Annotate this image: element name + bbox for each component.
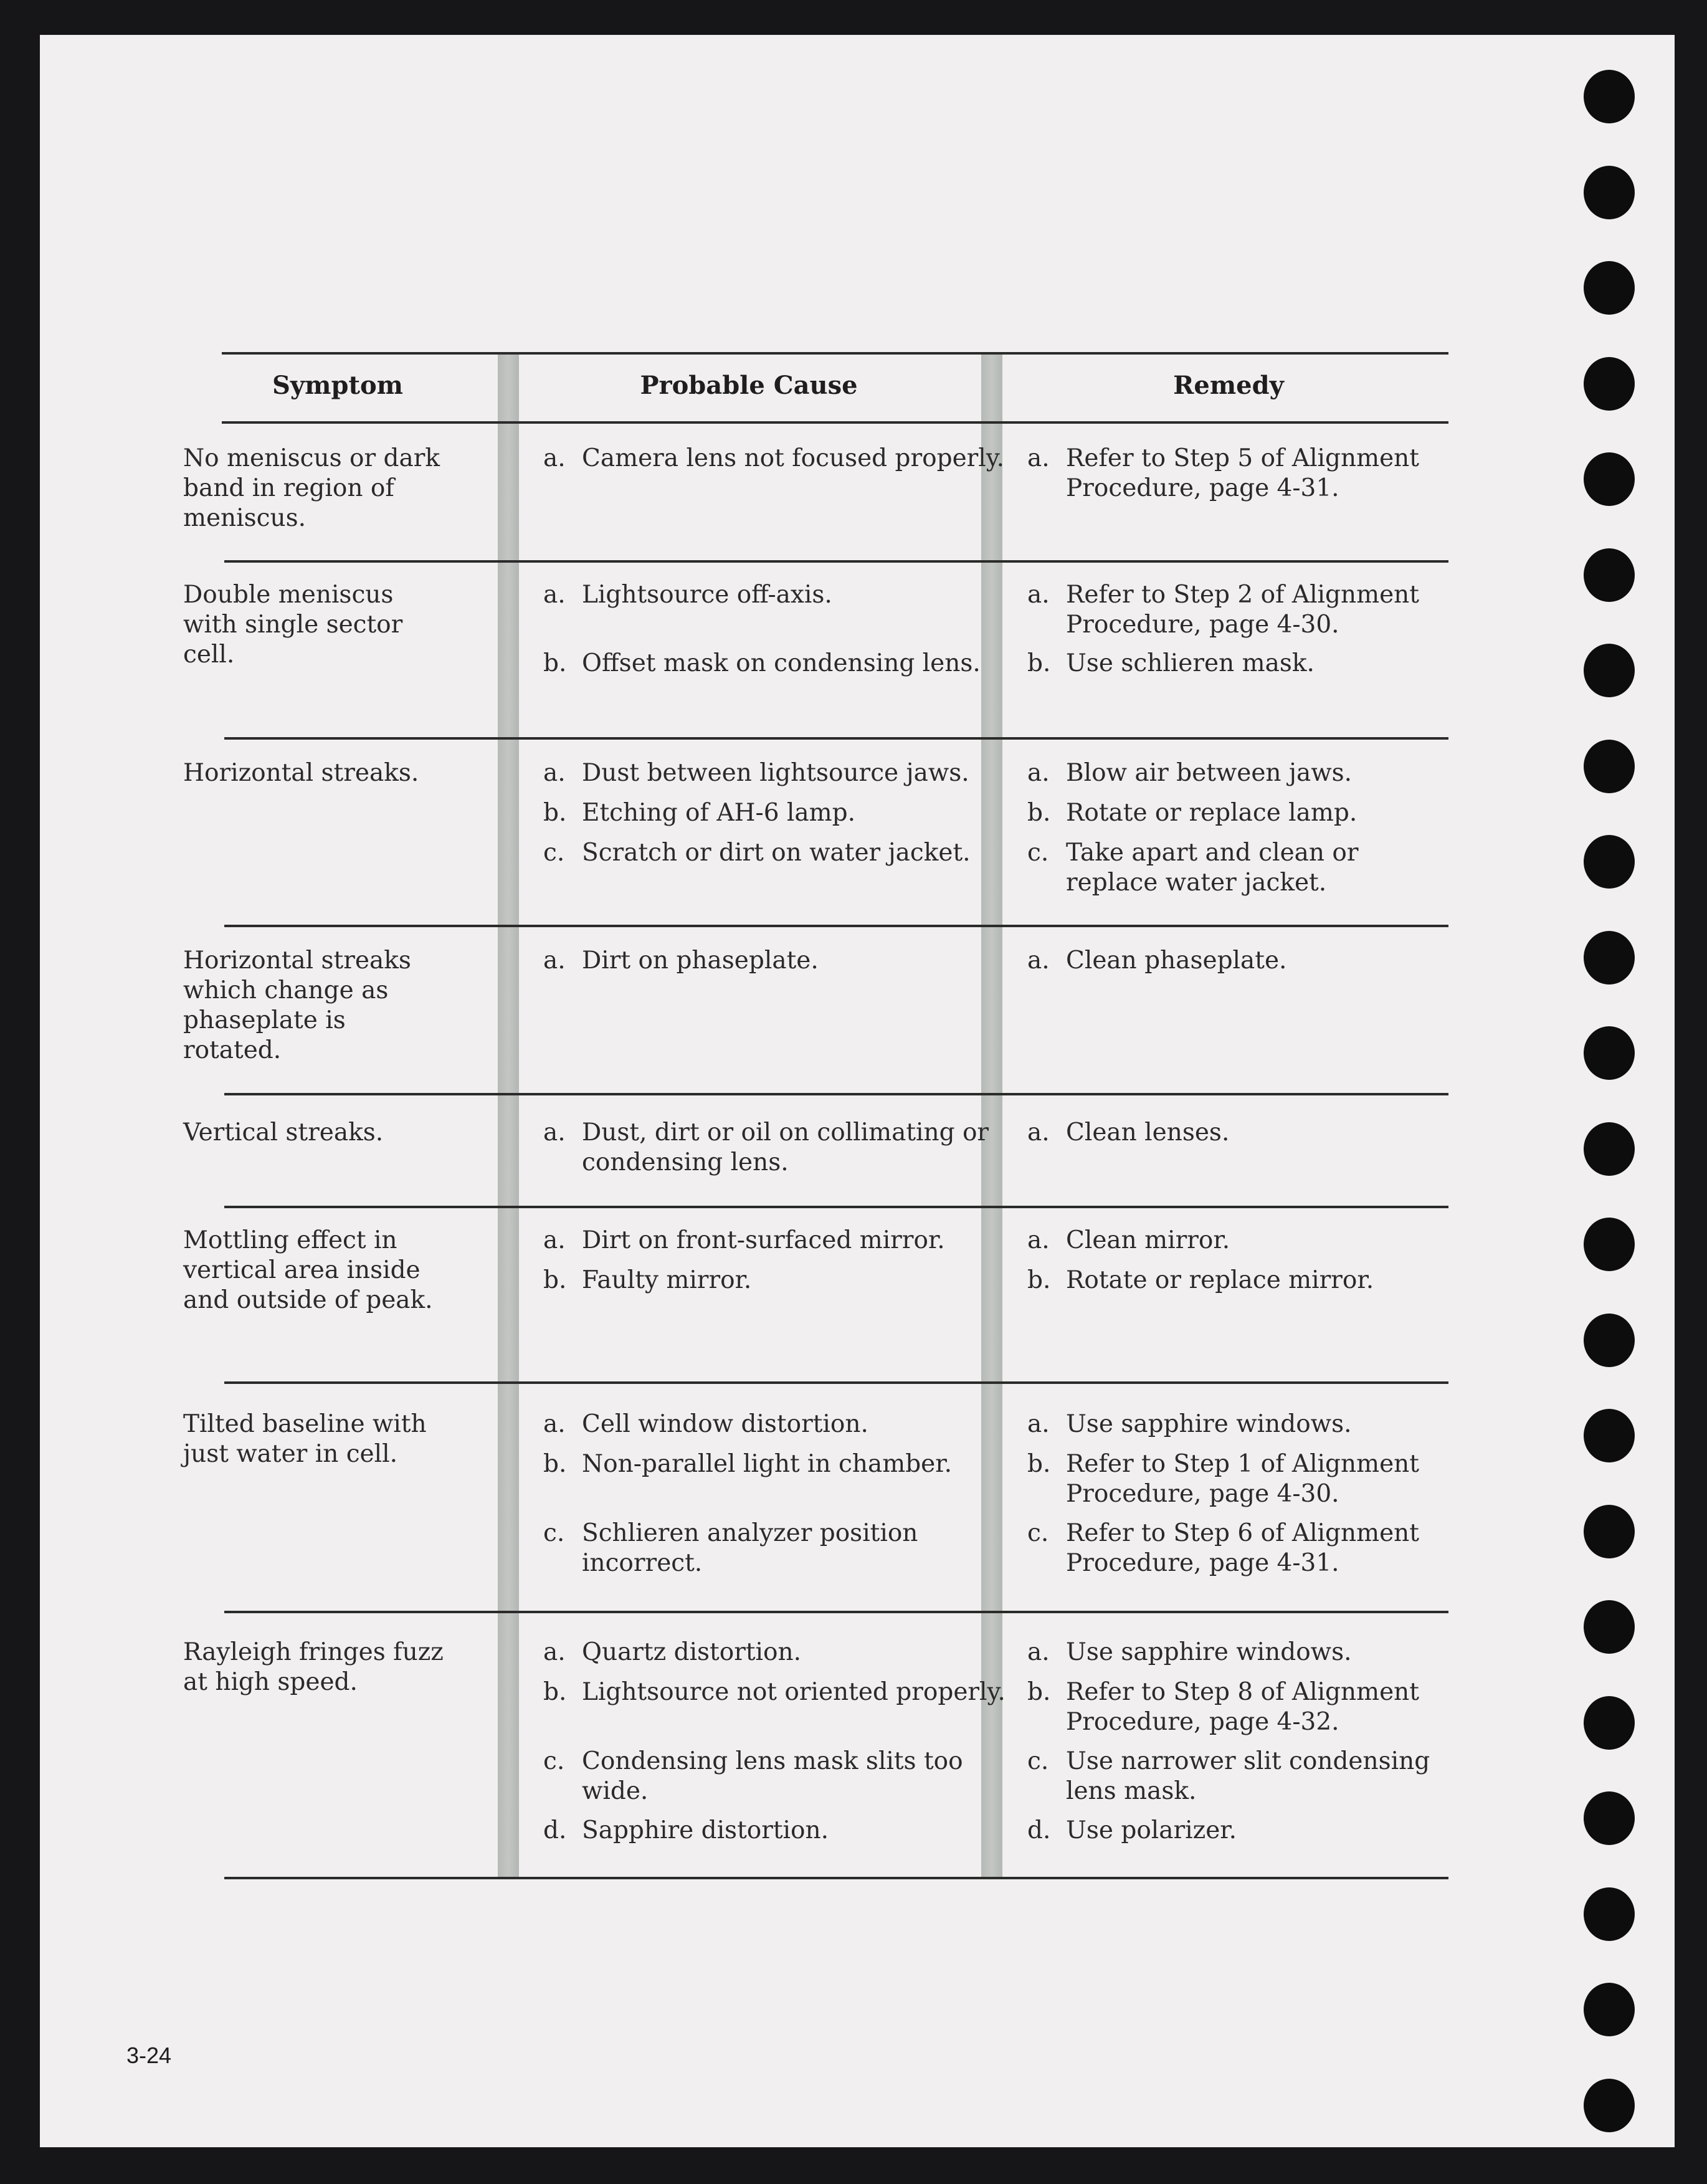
remedy-item: [1027, 649, 1451, 679]
remedy-item: [1027, 946, 1451, 976]
remedy-item: [1027, 758, 1451, 788]
item-text: Condensing lens mask slits too wide.: [582, 1747, 963, 1805]
remedy-item: [1027, 1638, 1451, 1667]
punch-hole: [1584, 2079, 1635, 2132]
item-text: Quartz distortion.: [582, 1638, 801, 1666]
punch-hole: [1584, 740, 1635, 793]
item-text: Non-parallel light in chamber.: [582, 1450, 952, 1478]
item-letter: d.: [1027, 1816, 1051, 1844]
item-text: Refer to Step 2 of Alignment Procedure, page 4-30.: [1066, 581, 1419, 639]
troubleshooting-table: [182, 352, 1448, 1879]
remedy-item: [1027, 1449, 1451, 1509]
item-letter: a.: [1027, 581, 1050, 609]
punch-hole: [1584, 1600, 1635, 1654]
page-number: 3-24: [126, 2043, 172, 2068]
remedy-item: [1027, 1409, 1451, 1439]
remedy-item: [1027, 1677, 1451, 1737]
punch-hole: [1584, 1218, 1635, 1271]
row-rule: [224, 1877, 1448, 1879]
cause-item: [543, 838, 1017, 868]
symptom-cell: Horizontal streaks.: [183, 759, 419, 787]
punch-hole: [1584, 1409, 1635, 1462]
item-text: Use sapphire windows.: [1066, 1638, 1352, 1666]
item-letter: a.: [1027, 1118, 1050, 1147]
item-letter: a.: [543, 947, 566, 975]
column-divider-shade: [498, 352, 519, 1879]
punch-hole: [1584, 1983, 1635, 2036]
item-letter: c.: [1027, 1519, 1049, 1547]
item-text: Clean phaseplate.: [1066, 947, 1287, 975]
item-text: Schlieren analyzer position incorrect.: [582, 1519, 918, 1577]
item-text: Refer to Step 5 of Alignment Procedure, page 4-31.: [1066, 444, 1419, 502]
item-letter: a.: [543, 581, 566, 609]
item-text: Faulty mirror.: [582, 1266, 752, 1294]
remedy-item: [1027, 1519, 1451, 1578]
item-text: Dust between lightsource jaws.: [582, 759, 969, 787]
item-letter: d.: [543, 1816, 567, 1844]
item-letter: c.: [543, 1747, 565, 1775]
remedy-item: [1027, 1226, 1451, 1256]
item-text: Refer to Step 8 of Alignment Procedure, page 4-32.: [1066, 1678, 1419, 1736]
item-text: Take apart and clean or replace water jacket.: [1066, 839, 1359, 897]
item-letter: c.: [1027, 839, 1049, 867]
item-text: Use narrower slit condensing lens mask.: [1066, 1747, 1430, 1805]
item-text: Clean mirror.: [1066, 1226, 1230, 1254]
punch-hole: [1584, 452, 1635, 506]
symptom-cell: Horizontal streaks which change as phaseplate is rotated.: [183, 947, 411, 1064]
item-letter: a.: [543, 1226, 566, 1254]
symptom-cell: No meniscus or dark band in region of meniscus.: [183, 444, 440, 532]
row-rule: [224, 1381, 1448, 1384]
punch-hole: [1584, 1887, 1635, 1941]
cause-item: [543, 1409, 1017, 1439]
item-text: Use sapphire windows.: [1066, 1410, 1352, 1438]
remedy-item: [1027, 838, 1451, 898]
item-text: Rotate or replace lamp.: [1066, 799, 1358, 827]
item-letter: b.: [1027, 1266, 1051, 1294]
item-letter: c.: [543, 839, 565, 867]
item-text: Lightsource off-axis.: [582, 581, 832, 609]
punch-hole: [1584, 1122, 1635, 1176]
item-text: Camera lens not focused properly.: [582, 444, 1005, 472]
cause-item: [543, 1519, 1017, 1578]
item-text: Refer to Step 1 of Alignment Procedure, page 4-30.: [1066, 1450, 1419, 1508]
item-text: Clean lenses.: [1066, 1118, 1230, 1147]
item-letter: a.: [1027, 444, 1050, 472]
cause-item: [543, 649, 1017, 679]
remedy-item: [1027, 1747, 1451, 1806]
cause-item: [543, 1226, 1017, 1256]
cause-item: [543, 946, 1017, 976]
item-letter: a.: [1027, 1410, 1050, 1438]
punch-hole: [1584, 548, 1635, 602]
item-letter: b.: [1027, 649, 1051, 677]
remedy-item: [1027, 1118, 1451, 1148]
item-text: Lightsource not oriented properly.: [582, 1678, 1006, 1706]
remedy-item: [1027, 1816, 1451, 1846]
row-rule: [224, 925, 1448, 927]
remedy-item: [1027, 580, 1451, 640]
cause-item: [543, 1816, 1017, 1846]
header-remedy: Remedy: [1173, 371, 1284, 400]
item-letter: a.: [543, 759, 566, 787]
item-text: Cell window distortion.: [582, 1410, 868, 1438]
cause-item: [543, 1449, 1017, 1479]
item-text: Dust, dirt or oil on collimating or condensing lens.: [582, 1118, 989, 1176]
row-rule: [224, 560, 1448, 563]
punch-hole: [1584, 835, 1635, 889]
item-text: Dirt on phaseplate.: [582, 947, 819, 975]
table-top-rule: [222, 352, 1448, 355]
item-letter: b.: [543, 1450, 567, 1478]
item-letter: b.: [543, 649, 567, 677]
item-letter: b.: [1027, 1450, 1051, 1478]
symptom-cell: Rayleigh fringes fuzz at high speed.: [183, 1638, 444, 1696]
cause-item: [543, 758, 1017, 788]
punch-hole: [1584, 261, 1635, 315]
remedy-item: [1027, 444, 1451, 503]
item-letter: a.: [543, 444, 566, 472]
punch-hole: [1584, 1791, 1635, 1845]
row-rule: [224, 1611, 1448, 1613]
row-rule: [224, 737, 1448, 740]
row-rule: [224, 1206, 1448, 1208]
item-letter: a.: [543, 1410, 566, 1438]
punch-hole: [1584, 644, 1635, 697]
symptom-cell: Mottling effect in vertical area inside and outside of peak.: [183, 1226, 433, 1314]
punch-hole: [1584, 931, 1635, 985]
punch-hole: [1584, 1505, 1635, 1558]
punch-hole: [1584, 357, 1635, 411]
row-rule: [224, 1093, 1448, 1095]
header-probable-cause: Probable Cause: [640, 371, 858, 400]
item-letter: a.: [1027, 759, 1050, 787]
item-letter: b.: [543, 1266, 567, 1294]
cause-item: [543, 444, 1017, 474]
item-text: Use polarizer.: [1066, 1816, 1237, 1844]
remedy-item: [1027, 798, 1451, 828]
cause-item: [543, 1118, 1017, 1178]
item-letter: b.: [1027, 799, 1051, 827]
binder-punch-holes: [1584, 70, 1637, 2126]
item-letter: a.: [1027, 1638, 1050, 1666]
item-letter: a.: [543, 1638, 566, 1666]
punch-hole: [1584, 1696, 1635, 1750]
header-symptom: Symptom: [272, 371, 403, 400]
item-text: Use schlieren mask.: [1066, 649, 1315, 677]
cause-item: [543, 1638, 1017, 1667]
header-bottom-rule: [222, 421, 1448, 424]
item-letter: b.: [1027, 1678, 1051, 1706]
item-text: Dirt on front-surfaced mirror.: [582, 1226, 945, 1254]
item-text: Blow air between jaws.: [1066, 759, 1353, 787]
item-letter: c.: [543, 1519, 565, 1547]
cause-item: [543, 1266, 1017, 1295]
symptom-cell: Double meniscus with single sector cell.: [183, 581, 403, 669]
cause-item: [543, 1747, 1017, 1806]
item-text: Rotate or replace mirror.: [1066, 1266, 1374, 1294]
item-letter: b.: [543, 1678, 567, 1706]
item-letter: b.: [543, 799, 567, 827]
item-text: Offset mask on condensing lens.: [582, 649, 981, 677]
item-letter: a.: [1027, 1226, 1050, 1254]
punch-hole: [1584, 1026, 1635, 1080]
item-letter: c.: [1027, 1747, 1049, 1775]
cause-item: [543, 580, 1017, 610]
item-text: Sapphire distortion.: [582, 1816, 829, 1844]
item-text: Etching of AH-6 lamp.: [582, 799, 855, 827]
punch-hole: [1584, 1314, 1635, 1367]
punch-hole: [1584, 166, 1635, 219]
cause-item: [543, 798, 1017, 828]
symptom-cell: Vertical streaks.: [183, 1118, 384, 1147]
item-text: Refer to Step 6 of Alignment Procedure, page 4-31.: [1066, 1519, 1419, 1577]
cause-item: [543, 1677, 1017, 1707]
remedy-item: [1027, 1266, 1451, 1295]
punch-hole: [1584, 70, 1635, 123]
symptom-cell: Tilted baseline with just water in cell.: [183, 1410, 427, 1468]
item-text: Scratch or dirt on water jacket.: [582, 839, 971, 867]
item-letter: a.: [543, 1118, 566, 1147]
item-letter: a.: [1027, 947, 1050, 975]
